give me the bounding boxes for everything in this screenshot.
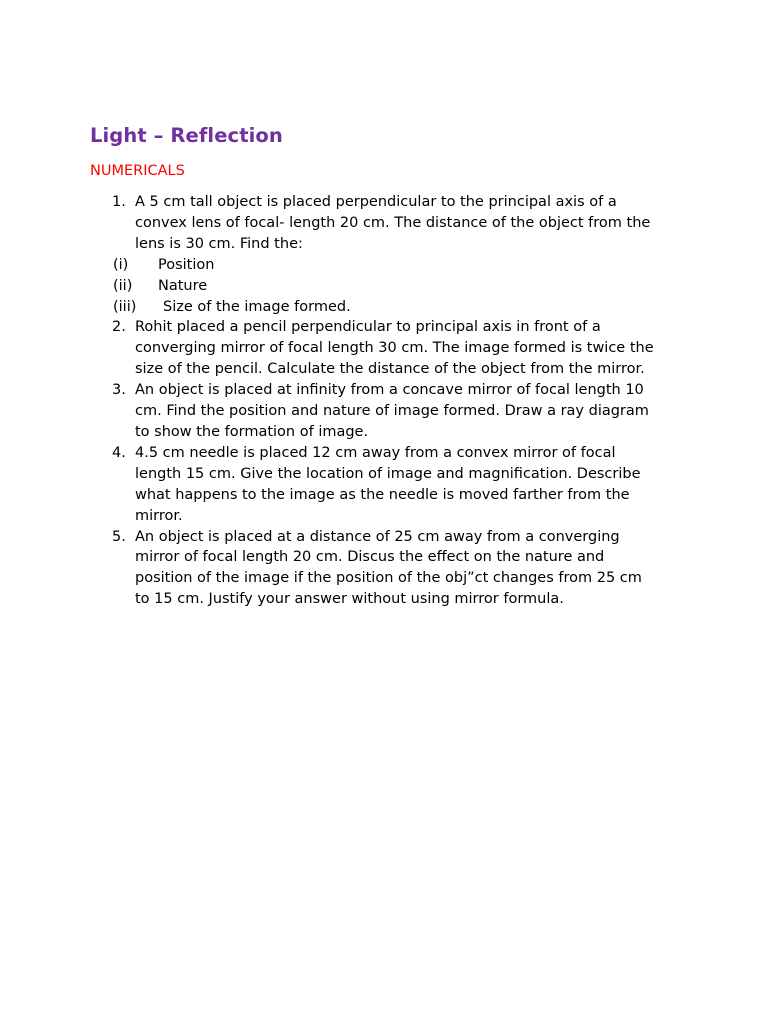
question-text: An object is placed at infinity from a concave mirror of focal length 10 cm. Find the position and nature of image formed. Draw a ray diagram to show the formation of image. xyxy=(135,382,649,440)
question-item xyxy=(90,317,690,380)
question-subpart xyxy=(90,276,690,297)
subpart-label: (iii) xyxy=(113,298,137,315)
question-text: Rohit placed a pencil perpendicular to principal axis in front of a converging mirror of focal length 30 cm. The image formed is twice the size of the pencil. Calculate the distance of the object from the mirror. xyxy=(135,319,654,378)
subpart-label: (ii) xyxy=(113,277,133,294)
question-list xyxy=(90,192,690,610)
subpart-text: Position xyxy=(158,256,215,273)
question-text: 4.5 cm needle is placed 12 cm away from a convex mirror of focal length 15 cm. Give the location of image and magnification. Describe what happens to the image as the needle is moved farther from the mirror. xyxy=(135,444,641,524)
question-subpart xyxy=(90,297,690,318)
question-text: An object is placed at a distance of 25 cm away from a converging mirror of focal length 20 cm. Discus the effect on the nature and position of the image if the position of the obj”ct changes from 25 cm to 15 cm. Justify your answer without using mirror formula. xyxy=(135,528,642,608)
subpart-text: Size of the image formed. xyxy=(163,298,351,315)
question-number: 4. xyxy=(112,444,126,461)
question-item xyxy=(90,527,690,611)
page-title: Light – Reflection xyxy=(90,124,283,147)
question-subpart xyxy=(90,255,690,276)
question-item xyxy=(90,192,690,255)
section-heading: NUMERICALS xyxy=(90,163,185,179)
question-number: 5. xyxy=(112,528,126,545)
question-text: A 5 cm tall object is placed perpendicular to the principal axis of a convex lens of focal- length 20 cm. The distance of the object from the lens is 30 cm. Find the: xyxy=(135,194,651,252)
subpart-text: Nature xyxy=(158,277,208,294)
question-number: 1. xyxy=(112,194,126,210)
question-number: 2. xyxy=(112,319,126,336)
question-number: 3. xyxy=(112,382,126,399)
document-page xyxy=(90,123,690,610)
subpart-label: (i) xyxy=(113,256,129,273)
question-item xyxy=(90,443,690,527)
question-item xyxy=(90,380,690,443)
